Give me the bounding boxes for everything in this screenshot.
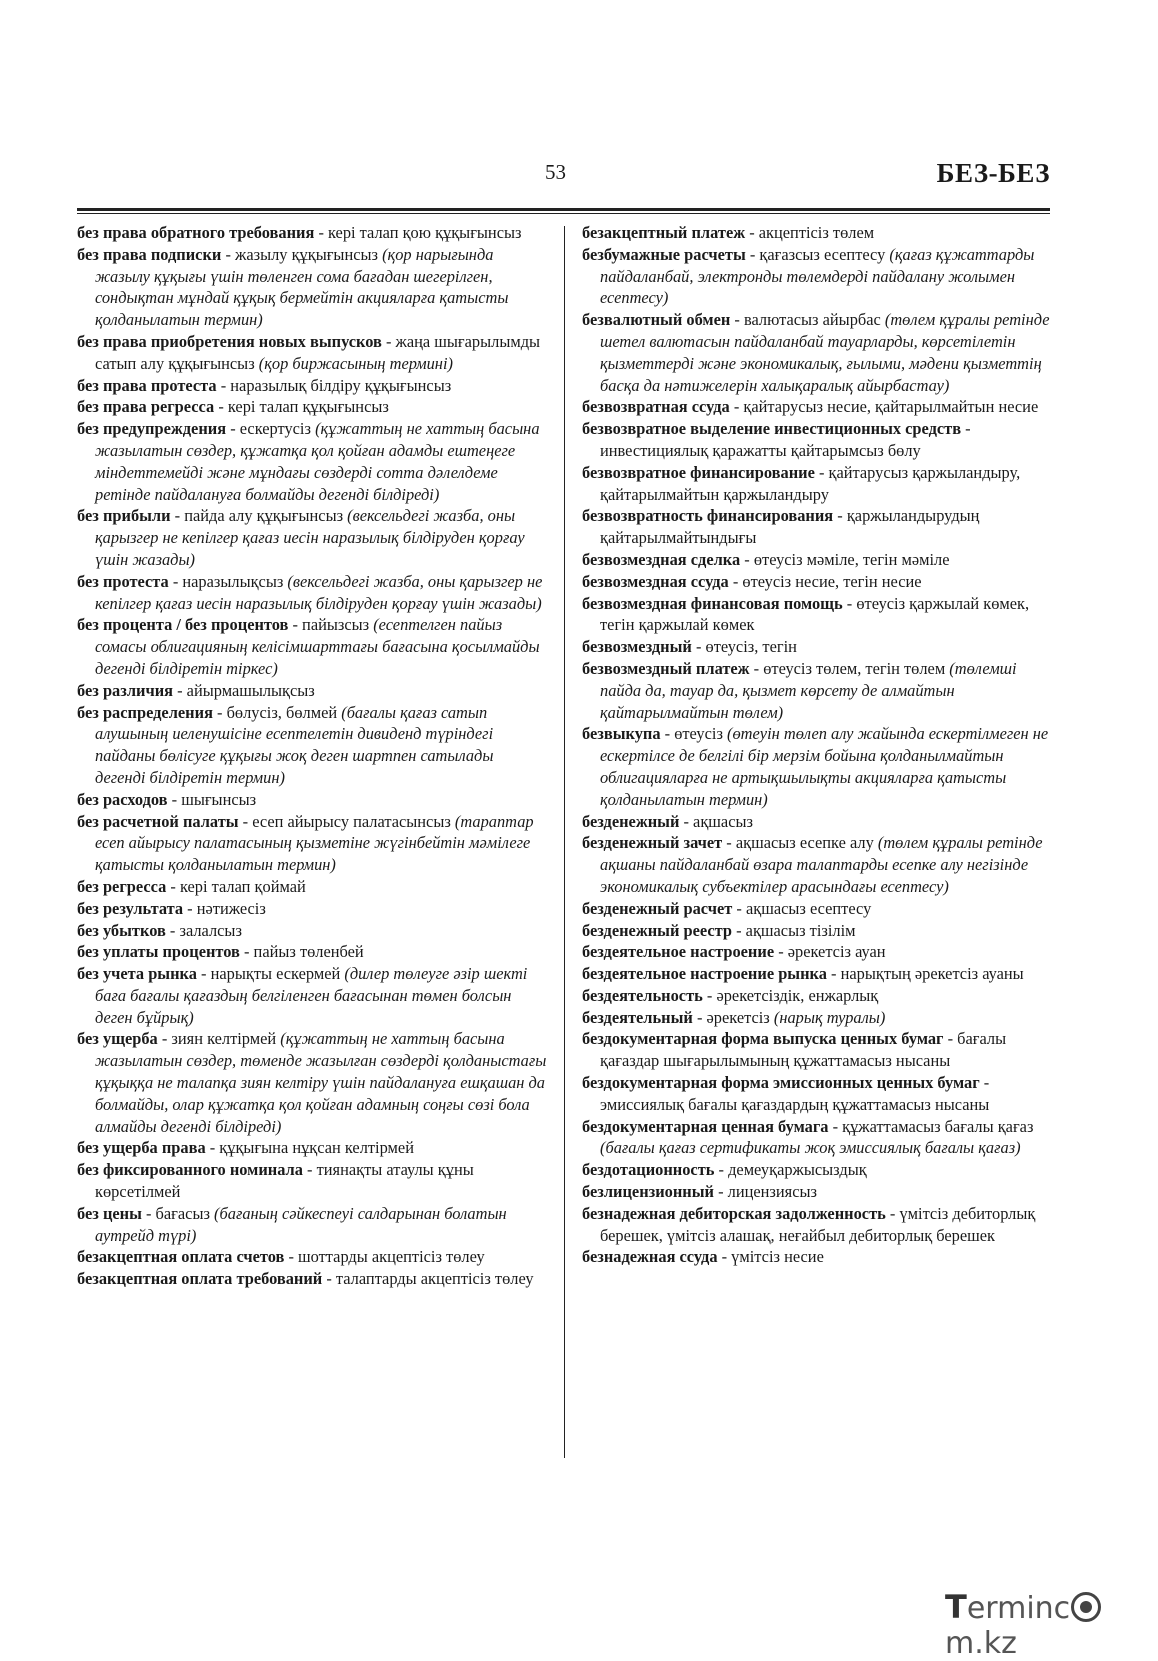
dictionary-entry: [77, 244, 547, 331]
entry-definition: - пайызсыз: [288, 615, 374, 635]
dictionary-entry: [77, 789, 547, 811]
dictionary-entry: [582, 1116, 1052, 1160]
entry-definition: - өтеусіз мәміле, тегін мәміле: [740, 549, 950, 569]
entry-term: безакцептная оплата требований: [77, 1269, 323, 1289]
running-head: БЕЗ-БЕЗ: [936, 158, 1050, 188]
logo-o-icon: [1071, 1592, 1101, 1622]
dictionary-entry: [582, 1181, 1052, 1203]
entry-definition: - ақшасыз есепке алу: [722, 833, 878, 853]
entry-note: (бағалы қағаз сертификаты жоқ эмиссиялық бағалы қағаз): [600, 1138, 1021, 1158]
dictionary-entry: [77, 1203, 547, 1247]
dictionary-entry: [582, 396, 1052, 418]
termincom-logo: [945, 1588, 1145, 1661]
entry-term: бездокументарная форма выпуска ценных бумаг: [582, 1029, 944, 1049]
entry-definition: - зиян келтірмей: [157, 1029, 281, 1049]
entry-definition: - қаржыландырудың қайтарылмайтындығы: [600, 506, 980, 548]
dictionary-entry: [582, 898, 1052, 920]
dictionary-entry: [77, 505, 547, 570]
entry-term: без распределения: [77, 702, 213, 722]
entry-term: бездеятельное настроение рынка: [582, 964, 827, 984]
entry-note: (есептелген пайыз сомасы облигацияның келісімшарттағы бағасына қосылмайды дегенді білдіретін тіркес): [95, 615, 540, 678]
entry-term: бездотационность: [582, 1160, 715, 1180]
dictionary-entry: [582, 222, 1052, 244]
entry-definition: - эмиссиялық бағалы қағаздардың құжаттамасыз нысаны: [600, 1073, 990, 1114]
dictionary-entry: [582, 963, 1052, 985]
entry-definition: - өтеусіз қаржылай көмек, тегін қаржылай көмек: [600, 593, 1030, 635]
entry-note: (құжаттың не хаттың басына жазылатын сөздер, құжатқа қол қойған адамды ештеңеге міндеттемейді және мұндағы сөздерді сотта дәлелдеме ретінде пайдалануға болмайды дегенді білдіреді): [95, 419, 540, 504]
entry-definition: - өтеусіз төлем, тегін төлем: [749, 658, 950, 678]
entry-term: без цены: [77, 1203, 142, 1223]
dictionary-entry: [582, 593, 1052, 637]
dictionary-entry: [77, 1159, 547, 1203]
entry-note: (төлем құралы ретінде шетел валютасын пайдаланбай тауарларды, көрсетілетін қызметтерді және экономикалық, ғылыми, мәдени қызметтің басқа да нәтижелерін халықаралық айырбастау): [600, 310, 1050, 395]
entry-term: безвозвратное финансирование: [582, 462, 815, 482]
entry-definition: - жазылу құқығынсыз: [221, 244, 383, 264]
entry-note: (қағаз құжаттарды пайдаланбай, электронды төлемдерді пайдалану жолымен есептесу): [600, 244, 1035, 308]
entry-note: (қор нарығында жазылу құқығы үшін төленген сома бағадан шегерілген, сондықтан мұндай құқық бермейтін акцияларға қатысты қолданылатын термин): [95, 244, 509, 330]
entry-term: без расчетной палаты: [77, 811, 239, 831]
dictionary-entry: [582, 920, 1052, 942]
entry-definition: - жаңа шығарылымды сатып алу құқығынсыз: [95, 331, 541, 373]
dictionary-entry: [77, 614, 547, 679]
page-number: 53: [545, 160, 566, 184]
entry-note: (төлемші пайда да, тауар да, қызмет көрсету де алмайтын қайтарылмайтын төлем): [600, 658, 1017, 722]
dictionary-entry: [77, 941, 547, 963]
dictionary-entry: [582, 309, 1052, 396]
entry-term: безбумажные расчеты: [582, 244, 746, 264]
entry-term: без различия: [77, 680, 174, 700]
entry-definition: - наразылық білдіру құқығынсыз: [216, 375, 452, 395]
entry-definition: - пайыз төленбей: [239, 942, 364, 962]
entry-definition: - нәтижесіз: [183, 898, 266, 918]
dictionary-entry: [77, 920, 547, 942]
dictionary-entry: [77, 1268, 547, 1290]
entry-definition: - шоттарды акцептісіз төлеу: [284, 1247, 485, 1267]
entry-note: (құжаттың не хаттың басына жазылатын сөздер, төменде жазылған сөздерді қолданыстағы құқыққа не талапқа зиян келтіру үшін пайдалануға ешқашан да болмайды, олар құжатқа қол қойған адамның соңғы сөзі бола алмайды дегенді білдіреді): [95, 1029, 547, 1136]
entry-term: без регресса: [77, 876, 167, 896]
dictionary-entry: [582, 723, 1052, 810]
entry-definition: - ақшасыз тізілім: [732, 920, 856, 940]
entry-definition: - әрекетсіз: [692, 1007, 774, 1027]
entry-note: (қор биржасының термині): [258, 353, 453, 373]
dictionary-entry: [77, 963, 547, 1028]
dictionary-entry: [77, 331, 547, 375]
dictionary-entry: [77, 1137, 547, 1159]
dictionary-entry: [77, 680, 547, 702]
entry-definition: - өтеусіз, тегін: [691, 637, 797, 657]
entry-term: бездеятельность: [582, 985, 703, 1005]
entry-note: (вексельдегі жазба, оны қарызгер не кепілгер қағаз иесін наразылық білдіруден қорғау үшін жазады): [95, 571, 543, 613]
entry-term: безлицензионный: [582, 1182, 714, 1202]
entry-definition: - наразылықсыз: [168, 571, 288, 591]
entry-term: безнадежная ссуда: [582, 1247, 718, 1267]
entry-definition: - валютасыз айырбас: [730, 310, 885, 330]
entry-definition: - бағасыз: [141, 1203, 215, 1223]
dictionary-entry: [77, 1246, 547, 1268]
entry-definition: - акцептісіз төлем: [745, 223, 875, 242]
entry-term: бездокументарная ценная бумага: [582, 1116, 829, 1136]
entry-term: без права регресса: [77, 397, 215, 417]
entry-note: (вексельдегі жазба, оны қарызгер не кепілгер қағаз иесін наразылық білдіруден қорғау үшін жазады): [95, 506, 525, 569]
entry-term: безвозмездная финансовая помощь: [582, 593, 843, 613]
entry-term: без права протеста: [77, 375, 217, 395]
left-column: [77, 222, 547, 1290]
entry-definition: - айырмашылықсыз: [173, 680, 315, 700]
dictionary-entry: [582, 811, 1052, 833]
dictionary-entry: [582, 505, 1052, 549]
entry-definition: - өтеусіз несие, тегін несие: [728, 571, 922, 591]
entry-definition: - қағазсыз есептесу: [745, 244, 890, 264]
entry-definition: - нарықты ескермей: [196, 964, 345, 984]
entry-term: без прибыли: [77, 506, 171, 526]
entry-term: безвозмездный платеж: [582, 658, 750, 678]
entry-term: без фиксированного номинала: [77, 1160, 303, 1180]
entry-term: без процента / без процентов: [77, 615, 289, 635]
entry-note: (бағаның сәйкеспеуі салдарынан болатын аутрейд түрі): [95, 1203, 507, 1245]
dictionary-entry: [582, 1072, 1052, 1116]
dictionary-entry: [582, 832, 1052, 897]
entry-term: безакцептная оплата счетов: [77, 1247, 285, 1267]
dictionary-entry: [77, 375, 547, 397]
entry-definition: - қайтарусыз несие, қайтарылмайтын несие: [729, 397, 1039, 417]
entry-definition: - бөлусіз, бөлмей: [212, 702, 342, 722]
entry-definition: - кері талап қою құқығынсыз: [314, 223, 522, 242]
logo-text-2: m.kz: [945, 1626, 1017, 1661]
dictionary-entry: [582, 462, 1052, 506]
dictionary-entry: [582, 1028, 1052, 1072]
dictionary-entry: [582, 636, 1052, 658]
entry-term: безденежный зачет: [582, 833, 723, 853]
entry-term: без ущерба: [77, 1029, 158, 1049]
dictionary-entry: [77, 418, 547, 505]
dictionary-entry: [77, 222, 547, 244]
entry-definition: - кері талап құқығынсыз: [214, 397, 389, 417]
entry-note: (бағалы қағаз сатып алушының иеленушісіне есептелетін дивиденд түріндегі пайданы бөлісуге құқығы жоқ деген шартпен сатылады дегенді білдіретін термин): [95, 702, 494, 787]
entry-definition: - демеуқаржысыздық: [714, 1160, 867, 1180]
entry-definition: - ақшасыз: [679, 811, 753, 831]
entry-term: безденежный реестр: [582, 920, 733, 940]
entry-term: без уплаты процентов: [77, 942, 240, 962]
dictionary-entry: [582, 1246, 1052, 1268]
entry-definition: - пайда алу құқығынсыз: [170, 506, 348, 526]
dictionary-entry: [77, 1028, 547, 1137]
entry-term: без ущерба права: [77, 1138, 206, 1158]
header-rule: [77, 208, 1050, 211]
entry-term: без убытков: [77, 920, 166, 940]
dictionary-entry: [582, 418, 1052, 462]
entry-definition: - ақшасыз есептесу: [732, 898, 872, 918]
dictionary-entry: [582, 1159, 1052, 1181]
entry-term: безвозмездная ссуда: [582, 571, 729, 591]
dictionary-entry: [582, 1203, 1052, 1247]
entry-definition: - құқығына нұқсан келтірмей: [205, 1138, 414, 1158]
entry-definition: - өтеусіз: [660, 724, 728, 744]
entry-note: (нарық туралы): [773, 1007, 886, 1027]
entry-term: бездокументарная форма эмиссионных ценных бумаг: [582, 1073, 980, 1093]
entry-term: безвозвратность финансирования: [582, 506, 834, 526]
entry-definition: - талаптарды акцептісіз төлеу: [322, 1269, 534, 1289]
entry-term: без учета рынка: [77, 964, 197, 984]
entry-term: без результата: [77, 898, 184, 918]
entry-term: безденежный расчет: [582, 898, 733, 918]
dictionary-entry: [77, 702, 547, 789]
entry-definition: - есеп айырысу палатасынсыз: [238, 811, 455, 831]
dictionary-entry: [582, 571, 1052, 593]
entry-definition: - қайтарусыз қаржыландыру, қайтарылмайтын қаржыландыру: [600, 462, 1021, 504]
dictionary-entry: [77, 876, 547, 898]
dictionary-entry: [77, 396, 547, 418]
entry-definition: - шығынсыз: [167, 789, 257, 809]
entry-term: безнадежная дебиторская задолженность: [582, 1203, 886, 1223]
entry-term: безвалютный обмен: [582, 310, 731, 330]
entry-definition: - үмітсіз дебиторлық берешек, үмітсіз алашақ, неғайбыл дебиторлық берешек: [600, 1203, 1036, 1245]
entry-definition: - әрекетсіз ауан: [774, 942, 886, 962]
entry-term: бездеятельный: [582, 1007, 693, 1027]
entry-term: без предупреждения: [77, 419, 227, 439]
dictionary-entry: [582, 549, 1052, 571]
entry-definition: - үмітсіз несие: [717, 1247, 824, 1267]
entry-term: безвозмездный: [582, 637, 692, 657]
dictionary-entry: [582, 941, 1052, 963]
entry-note: (өтеуін төлеп алу жайында ескертілмеген не ескертілсе де белгілі бір мерзім бойына қолданылмайтын облигацияларға не артықшылықты акцияларға қатысты қолданылатын термин): [600, 724, 1049, 809]
logo-t: T: [945, 1588, 967, 1626]
entry-note: (төлем құралы ретінде ақшаны пайдаланбай өзара талаптарды есепке алу негізінде экономикалық субъектілер арасындағы есептесу): [600, 833, 1043, 896]
entry-definition: - кері талап қоймай: [166, 876, 306, 896]
header-rule-thin: [77, 213, 1050, 214]
dictionary-entry: [77, 571, 547, 615]
entry-note: (тараптар есеп айырысу палатасының қызметіне жүгінбейтін мәмілеге қатысты қолданылатын термин): [95, 811, 534, 875]
entry-term: безвозмездная сделка: [582, 549, 741, 569]
dictionary-entry: [77, 898, 547, 920]
logo-text-1: erminc: [966, 1591, 1071, 1626]
right-column: [582, 222, 1052, 1268]
entry-definition: - бағалы қағаздар шығарылымының құжаттамасыз нысаны: [600, 1029, 1007, 1071]
entry-definition: - инвестициялық қаражатты қайтарымсыз бөлу: [600, 419, 971, 460]
entry-definition: - залалсыз: [165, 920, 242, 940]
entry-definition: - нарықтың әрекетсіз ауаны: [826, 964, 1024, 984]
entry-term: безденежный: [582, 811, 680, 831]
entry-term: безвозвратная ссуда: [582, 397, 730, 417]
entry-term: бездеятельное настроение: [582, 942, 775, 962]
entry-note: (дилер төлеуге әзір шекті баға бағалы қағаздың белгіленген бағасынан төмен болсын деген бұйрық): [95, 964, 528, 1027]
entry-definition: - құжаттамасыз бағалы қағаз: [828, 1116, 1034, 1136]
dictionary-entry: [582, 1007, 1052, 1029]
column-divider: [564, 226, 565, 1458]
entry-term: без права подписки: [77, 244, 222, 264]
entry-term: без протеста: [77, 571, 169, 591]
dictionary-entry: [77, 811, 547, 876]
entry-term: безакцептный платеж: [582, 223, 746, 242]
dictionary-entry: [582, 985, 1052, 1007]
entry-term: без расходов: [77, 789, 168, 809]
entry-definition: - лицензиясыз: [714, 1182, 817, 1202]
entry-definition: - тиянақты атаулы құны көрсетілмей: [95, 1160, 474, 1202]
dictionary-entry: [582, 244, 1052, 309]
entry-definition: - ескертусіз: [226, 419, 316, 439]
entry-definition: - әрекетсіздік, енжарлық: [702, 985, 879, 1005]
entry-term: безвыкупа: [582, 724, 661, 744]
dictionary-entry: [582, 658, 1052, 723]
entry-term: без права обратного требования: [77, 223, 315, 242]
entry-term: безвозвратное выделение инвестиционных средств: [582, 419, 962, 439]
entry-term: без права приобретения новых выпусков: [77, 331, 382, 351]
